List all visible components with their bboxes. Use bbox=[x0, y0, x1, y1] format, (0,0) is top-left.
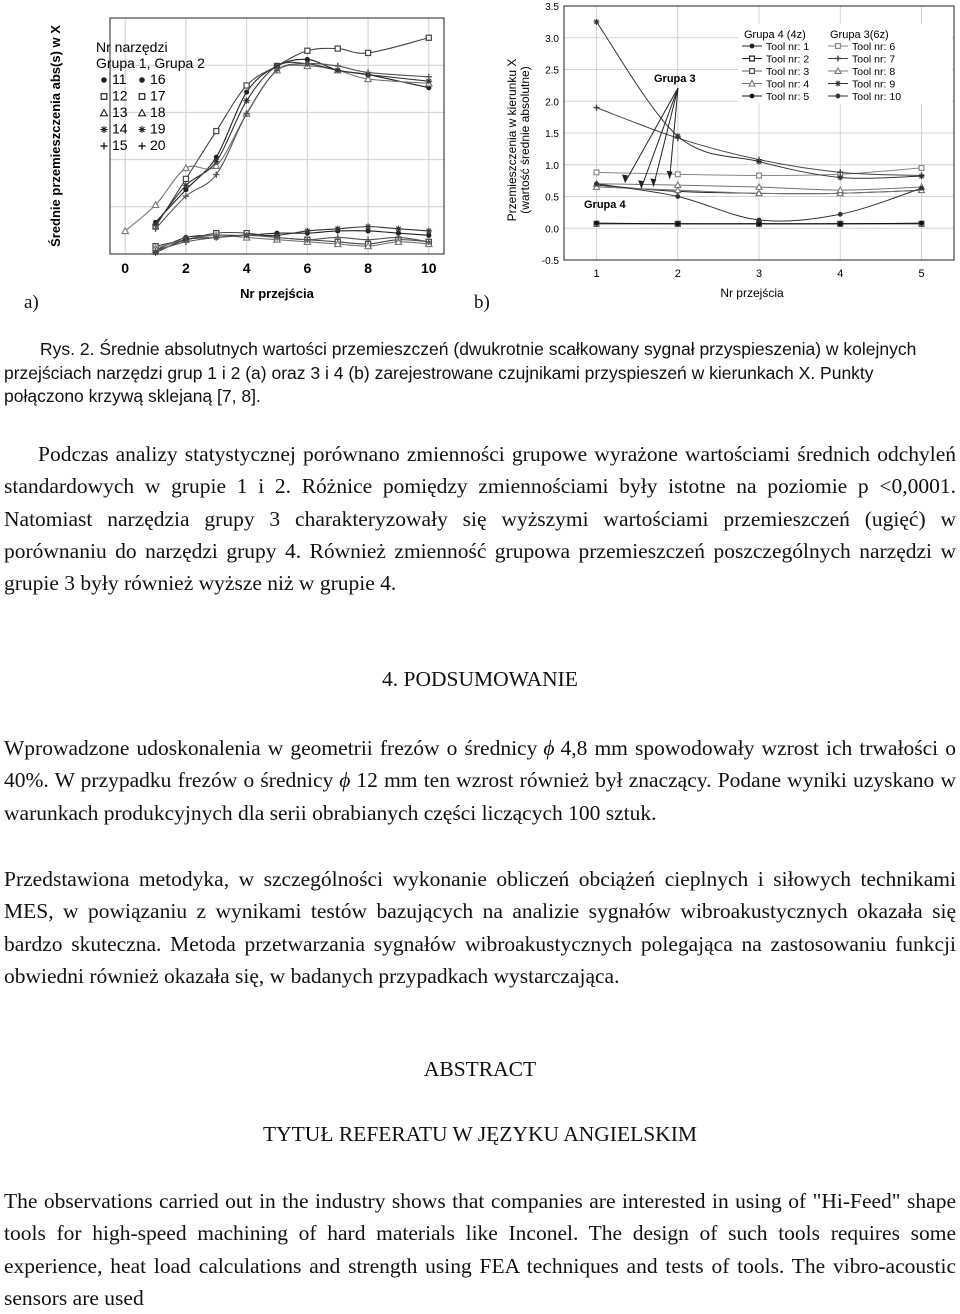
chart-b-point-tool-6 bbox=[675, 172, 680, 177]
chart-a-series-line-11 bbox=[156, 59, 429, 222]
chart-b-point-tool-5 bbox=[919, 221, 924, 226]
chart-b-point-tool-8 bbox=[675, 182, 681, 187]
chart-a-legend-title-1: Nr narzędzi bbox=[96, 39, 168, 55]
chart-a-point-14 bbox=[183, 182, 189, 188]
figure-b bbox=[506, 0, 960, 310]
chart-b-xtick-label: 5 bbox=[918, 268, 925, 280]
diameter-symbol-2: ϕ bbox=[339, 768, 351, 793]
chart-a-legend-label: 17 bbox=[150, 87, 166, 104]
chart-a-point-19 bbox=[365, 223, 371, 229]
summary-text-1: Wprowadzone udoskonalenia w geometrii frezów o średnicy bbox=[4, 736, 538, 760]
chart-b-point-tool-9 bbox=[919, 173, 925, 179]
chart-b-ytick-label: 1.0 bbox=[545, 160, 559, 172]
panel-label-a: a) bbox=[24, 292, 39, 313]
chart-b-annotation-arrow bbox=[641, 88, 678, 188]
chart-a-point-19 bbox=[304, 228, 310, 234]
caption-text: Rys. 2. Średnie absolutnych wartości przemieszczeń (dwukrotnie scałkowany sygnał przyspieszenia) w kolejnych przejściach narzędzi grup 1 i 2 (a) oraz 3 i 4 (b) zarejestrowane czujnikami przyspieszeń w kierunkach X. Punkty połączono krzywą sklejaną [7, 8]. bbox=[4, 339, 917, 406]
chart-b-xtick-label: 2 bbox=[674, 268, 681, 280]
chart-a-legend-label: 16 bbox=[150, 71, 166, 87]
chart-b-legend-marker bbox=[750, 56, 755, 61]
chart-b-legend-marker bbox=[750, 94, 755, 99]
chart-a-point-19 bbox=[395, 226, 401, 232]
chart-a-point-12 bbox=[335, 46, 340, 51]
chart-a-ylabel: Średnie przemieszczenia abs(s) w X bbox=[48, 25, 63, 247]
chart-b-point-tool-6 bbox=[919, 166, 924, 171]
chart-a-point-13 bbox=[183, 165, 189, 171]
chart-a-xtick-label: 6 bbox=[303, 260, 312, 276]
chart-b-legend-label: Tool nr: 6 bbox=[852, 41, 896, 53]
chart-a-legend-label: 11 bbox=[112, 71, 127, 87]
chart-a-point-19 bbox=[335, 226, 341, 232]
chart-b-legend-g3-title: Grupa 3(6z) bbox=[830, 29, 889, 41]
chart-a-legend-marker bbox=[101, 94, 107, 100]
chart-b bbox=[506, 0, 960, 310]
chart-b-point-tool-9 bbox=[594, 19, 600, 25]
chart-b-xtick-label: 1 bbox=[593, 268, 600, 280]
chart-a-legend-label: 15 bbox=[112, 137, 128, 153]
summary-text-3: 12 mm ten wzrost również był znaczący. Podane wyniki uzyskano w warunkach produkcyjnych dla serii obrabianych części liczących 100 sztuk. bbox=[4, 768, 956, 825]
chart-a-point-12 bbox=[366, 50, 371, 55]
chart-b-legend bbox=[738, 24, 952, 104]
chart-a-legend-marker bbox=[139, 77, 145, 83]
chart-a-point-19 bbox=[426, 228, 432, 234]
chart-a-xtick-label: 0 bbox=[121, 260, 130, 276]
chart-b-legend-label: Tool nr: 2 bbox=[766, 53, 810, 66]
chart-b-legend-label: Tool nr: 4 bbox=[766, 78, 810, 91]
chart-a-xticks bbox=[121, 260, 437, 276]
chart-b-point-tool-5 bbox=[838, 221, 843, 226]
chart-b-legend-marker bbox=[836, 44, 841, 49]
chart-a-point-14 bbox=[213, 158, 219, 164]
chart-a-legend-marker bbox=[139, 126, 146, 133]
chart-a-series-line-14 bbox=[156, 62, 429, 224]
panel-label-b: b) bbox=[474, 292, 490, 313]
chart-a-point-12 bbox=[214, 129, 219, 134]
heading-abstract: ABSTRACT bbox=[423, 1057, 537, 1081]
chart-a-series-line-15 bbox=[156, 64, 429, 229]
chart-a-legend-label: 20 bbox=[150, 137, 166, 153]
chart-a-legend-marker bbox=[139, 94, 145, 100]
chart-b-point-tool-9 bbox=[837, 174, 843, 180]
chart-a-legend-marker bbox=[139, 143, 146, 150]
chart-a-point-14 bbox=[243, 98, 249, 104]
figure-a bbox=[48, 0, 450, 310]
chart-a-legend-label: 14 bbox=[112, 120, 128, 137]
paragraph-abstract: The observations carried out in the industry shows that companies are interested in using of "Hi-Feed" shape tools for high-speed machining of hard materials like Inconel. The design of such tools requires some experience, heat load calculations and strength using FEA techniques and tests of tools. The vibro-acoustic sensors are used bbox=[4, 1189, 956, 1310]
chart-b-ytick-label: 2.0 bbox=[545, 97, 559, 109]
chart-b-ytick-label: 3.0 bbox=[545, 33, 559, 45]
chart-a-point-12 bbox=[183, 176, 188, 181]
heading-title-english: TYTUŁ REFERATU W JĘZYKU ANGIELSKIM bbox=[263, 1122, 697, 1146]
chart-b-ytick-label: 0.5 bbox=[545, 192, 559, 204]
chart-b-ylabel-1: Przemieszczenia w kierunku X bbox=[506, 58, 519, 222]
chart-b-point-tool-5 bbox=[594, 221, 599, 226]
chart-a-legend-marker bbox=[101, 77, 107, 83]
chart-a-legend-label: 12 bbox=[112, 87, 128, 104]
chart-b-legend-marker bbox=[750, 69, 755, 74]
chart-b-xtick-label: 3 bbox=[755, 268, 763, 280]
chart-b-legend-g4-title: Grupa 4 (4z) bbox=[744, 29, 806, 41]
chart-a-xtick-label: 10 bbox=[421, 260, 437, 276]
chart-a-legend-title-2: Grupa 1, Grupa 2 bbox=[96, 55, 205, 71]
chart-b-ytick-label: 0.0 bbox=[545, 224, 559, 236]
chart-b-point-tool-10 bbox=[675, 194, 680, 199]
chart-b-ylabel-2: (wartość średnie absolutne) bbox=[518, 66, 532, 214]
summary-text-2: 4,8 mm spowodowały wzrost ich trwałości o 40%. W przypadku frezów o średnicy bbox=[4, 736, 956, 793]
chart-b-legend-label: Tool nr: 9 bbox=[852, 78, 896, 91]
chart-b-legend-label: Tool nr: 7 bbox=[852, 53, 896, 66]
chart-b-legend-label: Tool nr: 8 bbox=[852, 66, 896, 78]
paragraph-analysis: Podczas analizy statystycznej porównano zmienności grupowe wyrażone wartościami średnich odchyleń standardowych w grupie 1 i 2. Różnice pomiędzy zmiennościami były istotne na poziomie p <0,0001. Natomiast narzędzia grupy 3 charakteryzowały się wyższymi wartościami przemieszczeń (ugięć) w porównaniu do narzędzi grupy 4. Również zmienność grupowa przemieszczeń poszczególnych narzędzi w grupie 3 były również wyższe niż w grupie 4. bbox=[4, 442, 956, 596]
chart-b-point-tool-7 bbox=[594, 105, 600, 111]
chart-b-point-tool-9 bbox=[756, 159, 762, 165]
figure-caption bbox=[4, 338, 956, 409]
chart-b-point-tool-10 bbox=[594, 181, 599, 186]
diameter-symbol: ϕ bbox=[543, 736, 555, 760]
chart-a-series-line-18 bbox=[156, 235, 429, 248]
chart-b-point-tool-4 bbox=[756, 190, 762, 195]
chart-a-point-11 bbox=[244, 89, 249, 94]
chart-a bbox=[48, 0, 450, 310]
chart-a-legend bbox=[96, 39, 205, 153]
chart-a-point-12 bbox=[244, 83, 249, 88]
chart-b-point-tool-9 bbox=[675, 133, 681, 139]
chart-a-legend-label: 13 bbox=[112, 104, 128, 120]
chart-a-legend-label: 18 bbox=[150, 104, 166, 120]
chart-b-xlabel: Nr przejścia bbox=[720, 286, 784, 300]
chart-a-legend-marker bbox=[101, 126, 108, 133]
chart-b-point-tool-6 bbox=[594, 170, 599, 175]
heading-summary: 4. PODSUMOWANIE bbox=[382, 667, 578, 691]
chart-a-legend-marker bbox=[101, 110, 108, 116]
chart-a-legend-label: 19 bbox=[150, 120, 166, 137]
chart-b-point-tool-10 bbox=[919, 186, 924, 191]
chart-b-point-tool-6 bbox=[757, 173, 762, 178]
chart-b-legend-label: Tool nr: 5 bbox=[766, 91, 810, 103]
chart-b-xtick-label: 4 bbox=[837, 268, 844, 280]
chart-a-xtick-label: 2 bbox=[182, 260, 190, 276]
chart-b-legend-marker bbox=[750, 44, 755, 49]
chart-b-annotation-grupa-4: Grupa 4 bbox=[584, 199, 626, 211]
chart-b-legend-label: Tool nr: 1 bbox=[766, 41, 810, 53]
chart-b-legend-marker bbox=[835, 81, 841, 87]
chart-b-ytick-label: 1.5 bbox=[545, 129, 559, 140]
chart-a-point-12 bbox=[426, 35, 431, 40]
chart-b-legend-label: Tool nr: 3 bbox=[766, 66, 810, 78]
chart-a-legend-marker bbox=[101, 143, 108, 150]
chart-b-annotation-arrowhead bbox=[667, 171, 673, 179]
chart-b-point-tool-8 bbox=[756, 184, 762, 189]
chart-b-legend-marker bbox=[836, 94, 841, 99]
chart-a-point-12 bbox=[305, 48, 310, 53]
chart-b-point-tool-8 bbox=[837, 187, 843, 192]
chart-b-point-tool-10 bbox=[757, 218, 762, 223]
chart-a-xtick-label: 4 bbox=[242, 260, 251, 276]
chart-b-ytick-label: -0.5 bbox=[541, 256, 559, 267]
chart-b-annotation-grupa-3: Grupa 3 bbox=[654, 73, 696, 85]
chart-b-legend-label: Tool nr: 10 bbox=[852, 91, 902, 103]
chart-b-ytick-label: 2.5 bbox=[545, 65, 559, 77]
chart-a-xlabel: Nr przejścia bbox=[240, 286, 314, 301]
paragraph-summary bbox=[4, 732, 956, 829]
chart-b-point-tool-5 bbox=[675, 221, 680, 226]
chart-a-xtick-label: 8 bbox=[364, 260, 372, 276]
chart-b-ytick-label: 3.5 bbox=[545, 2, 559, 13]
paragraph-methodology: Przedstawiona metodyka, w szczególności wykonanie obliczeń obciążeń cieplnych i siłowych technikami MES, w powiązaniu z wynikami testów bazujących na analizie sygnałów wibroakustycznych okazała się bardzo skuteczna. Metoda przetwarzania sygnałów wibroakustycznych polegająca na zastosowaniu funkcji obwiedni również okazała się, w badanych przypadkach wystarczająca. bbox=[4, 867, 956, 988]
chart-b-point-tool-10 bbox=[838, 212, 843, 217]
